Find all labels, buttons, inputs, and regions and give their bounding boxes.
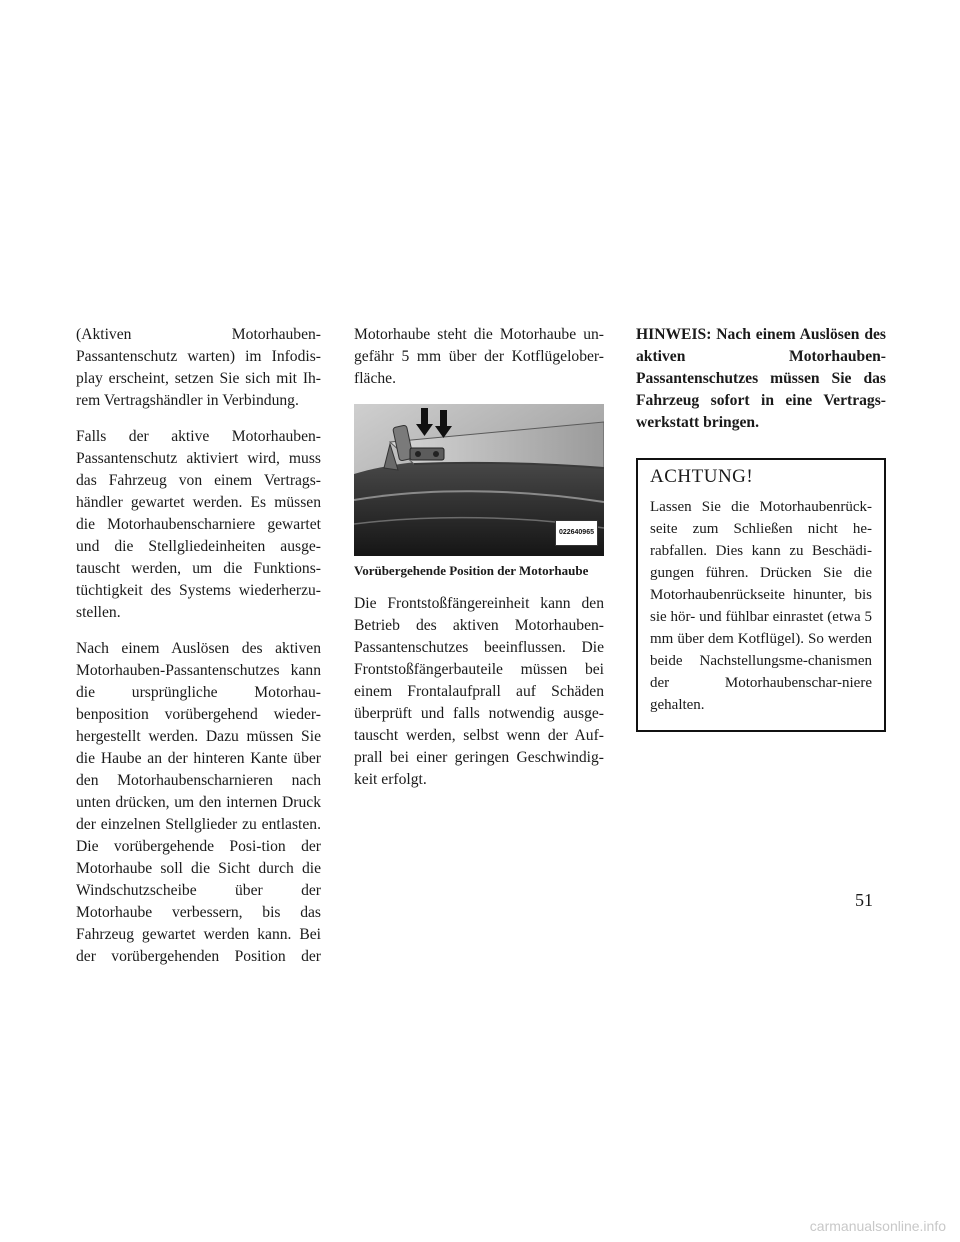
text-column-middle bbox=[354, 324, 604, 805]
warning-box bbox=[636, 458, 886, 732]
figure-id: 022640965 bbox=[555, 520, 598, 546]
note-paragraph: HINWEIS: Nach einem Auslösen des aktiven Motorhauben-Passantenschutzes müssen Sie das Fahrzeug sofort in eine Vertrags-werkstatt bringen. bbox=[636, 326, 886, 431]
warning-text: Lassen Sie die Motorhaubenrück-seite zum Schließen nicht he-rabfallen. Dies kann zu Beschädi-gungen führen. Drücken Sie die Motorhaubenrückseite hinunter, bis sie hör- und fühlbar einrastet (etwa 5 mm über dem Kotflügel). So werden beide Nachstellungsme-chanismen der Motorhaubenschar-niere gehalten. bbox=[650, 499, 872, 713]
warning-title: ACHTUNG! bbox=[650, 466, 754, 487]
paragraph-service-message: (Aktiven Motorhauben-Passantenschutz warten) im Infodis-play erscheint, setzen Sie sich mit Ih-rem Vertragshändler in Verbindung. bbox=[76, 326, 321, 409]
figure-caption: Vorübergehende Position der Motorhaube bbox=[354, 563, 589, 578]
text-column-right bbox=[636, 324, 886, 732]
page-number: 51 bbox=[855, 890, 873, 910]
footer-watermark: carmanualsonline.info bbox=[809, 1218, 946, 1234]
text-column-left bbox=[76, 324, 321, 982]
paragraph-activation: Falls der aktive Motorhauben-Passantenschutz aktiviert wird, muss das Fahrzeug von einem Vertrags-händler gewartet werden. Es müssen die Motorhaubenscharniere gewartet und die Stellgliedeinheiten ausge-tauscht werden, um die Funktions-tüchtigkeit des Systems wiederherzu-stellen. bbox=[76, 428, 321, 621]
paragraph-bumper: Die Frontstoßfängereinheit kann den Betrieb des aktiven Motorhauben-Passantenschutzes beeinflussen. Die Frontstoßfängerbauteile müssen bei einem Frontalaufprall auf Schäden überprüft und falls notwendig ausge-tauscht werden, selbst wenn der Auf-prall bei einer geringen Geschwindig-keit erfolgt. bbox=[354, 595, 604, 788]
paragraph-temporary-position: Nach einem Auslösen des aktiven Motorhauben-Passantenschutzes kann die ursprüngliche Motorhau-benposition vorübergehend wieder-hergestellt werden. Dazu müssen Sie die Haube an der hinteren Kante über den Motorhaubenscharnieren nach unten drücken, um den internen Druck der einzelnen Stellglieder zu entlasten. Die vorübergehende Posi-tion der Motorhaube soll die Sicht durch die Windschutzscheibe über der Motorhaube verbessern, bis das Fahrzeug gewartet werden kann. Bei der vorübergehenden Position der bbox=[76, 640, 321, 965]
paragraph-hood-height: Motorhaube steht die Motorhaube un-gefähr 5 mm über der Kotflügelober-fläche. bbox=[354, 326, 604, 387]
hood-position-figure bbox=[354, 404, 604, 556]
